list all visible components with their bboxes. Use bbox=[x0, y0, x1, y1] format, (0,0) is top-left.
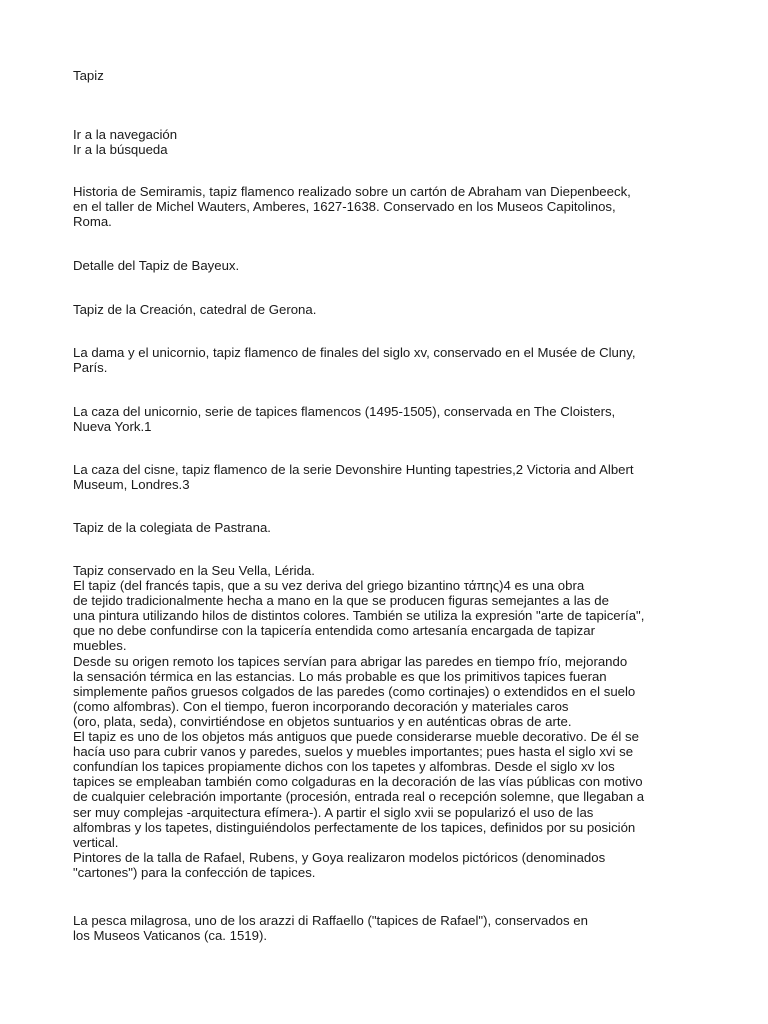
navigation-link[interactable]: Ir a la navegación bbox=[73, 127, 178, 142]
article-line: que no debe confundirse con la tapicería entendida como artesanía encargada de tapizar bbox=[73, 623, 596, 639]
article-line: la sensación térmica en las estancias. Lo más probable es que los primitivos tapices fueran bbox=[73, 668, 607, 684]
article-line: de tejido tradicionalmente hecha a mano en la que se producen figuras semejantes a las de bbox=[73, 593, 609, 609]
article-line: confundían los tapices propiamente dichos con los tapetes y alfombras. Desde el siglo xv los bbox=[73, 759, 615, 775]
article-line: hacía uso para cubrir vanos y paredes, suelos y muebles importantes; pues hasta el siglo xvi se bbox=[73, 744, 634, 760]
caption-line: La caza del cisne, tapiz flamenco de la serie Devonshire Hunting tapestries,2 Victoria and Albert bbox=[73, 462, 634, 477]
article-line: alfombras y los tapetes, distinguiéndolos perfectamente de los tapices, definidos por su posición bbox=[73, 819, 636, 835]
article-line: simplemente paños gruesos colgados de las paredes (como cortinajes) o extendidos en el suelo bbox=[73, 683, 636, 699]
article-line: ser muy complejas -arquitectura efímera-). A partir el siglo xvii se popularizó el uso de las bbox=[73, 804, 594, 820]
page-title-text: Tapiz bbox=[73, 68, 104, 83]
caption-line: Roma. bbox=[73, 214, 112, 230]
caption-line: La dama y el unicornio, tapiz flamenco de finales del siglo xv, conservado en el Musée de Cluny, bbox=[73, 345, 636, 360]
skip-links bbox=[73, 127, 703, 157]
article-line: Desde su origen remoto los tapices servían para abrigar las paredes en tiempo frío, mejorando bbox=[73, 653, 628, 669]
article-line: Tapiz conservado en la Seu Vella, Lérida. bbox=[73, 563, 315, 578]
article-line: El tapiz (del francés tapis, que a su vez deriva del griego bizantino τάπης)4 es una obra bbox=[73, 578, 585, 594]
caption-dama bbox=[73, 345, 703, 375]
caption-line: Tapiz de la colegiata de Pastrana. bbox=[73, 520, 271, 535]
article-line: "cartones") para la confección de tapices. bbox=[73, 864, 316, 880]
article-line: vertical. bbox=[73, 834, 119, 850]
caption-line: La pesca milagrosa, uno de los arazzi di Raffaello ("tapices de Rafael"), conservados en bbox=[73, 913, 588, 928]
caption-line: Nueva York.1 bbox=[73, 419, 152, 435]
caption-pesca-milagrosa bbox=[73, 913, 703, 943]
caption-semiramis bbox=[73, 184, 703, 229]
article-line: (como alfombras). Con el tiempo, fueron incorporando decoración y materiales caros bbox=[73, 698, 569, 714]
caption-bayeux bbox=[73, 258, 703, 273]
caption-line: París. bbox=[73, 360, 108, 376]
caption-line: Historia de Semiramis, tapiz flamenco realizado sobre un cartón de Abraham van Diepenbeeck, bbox=[73, 184, 631, 199]
caption-line: Detalle del Tapiz de Bayeux. bbox=[73, 258, 240, 273]
caption-pastrana bbox=[73, 520, 703, 535]
article-line: tapices se empleaban también como colgaduras en la decoración de las vías públicas con motivo bbox=[73, 774, 643, 790]
caption-line: La caza del unicornio, serie de tapices flamencos (1495-1505), conservada en The Cloisters, bbox=[73, 404, 616, 419]
article-body bbox=[73, 563, 703, 880]
caption-line: los Museos Vaticanos (ca. 1519). bbox=[73, 928, 267, 944]
search-link[interactable]: Ir a la búsqueda bbox=[73, 142, 168, 158]
article-line: muebles. bbox=[73, 638, 127, 654]
article-line: (oro, plata, seda), convirtiéndose en objetos suntuarios y en auténticas obras de arte. bbox=[73, 713, 572, 729]
article-line: Pintores de la talla de Rafael, Rubens, y Goya realizaron modelos pictóricos (denominados bbox=[73, 849, 606, 865]
page-title bbox=[73, 68, 703, 83]
caption-cisne bbox=[73, 462, 703, 492]
caption-line: Tapiz de la Creación, catedral de Gerona. bbox=[73, 302, 317, 317]
caption-creacion bbox=[73, 302, 703, 317]
article-line: una pintura utilizando hilos de distintos colores. También se utiliza la expresión "arte de tapicería", bbox=[73, 608, 645, 624]
caption-line: en el taller de Michel Wauters, Amberes, 1627-1638. Conservado en los Museos Capitolinos, bbox=[73, 199, 616, 215]
article-line: de cualquier celebración importante (procesión, entrada real o recepción solemne, que llegaban a bbox=[73, 789, 645, 805]
caption-unicornio bbox=[73, 404, 703, 434]
article-line: El tapiz es uno de los objetos más antiguos que puede considerarse mueble decorativo. De él se bbox=[73, 729, 639, 745]
caption-line: Museum, Londres.3 bbox=[73, 477, 190, 493]
